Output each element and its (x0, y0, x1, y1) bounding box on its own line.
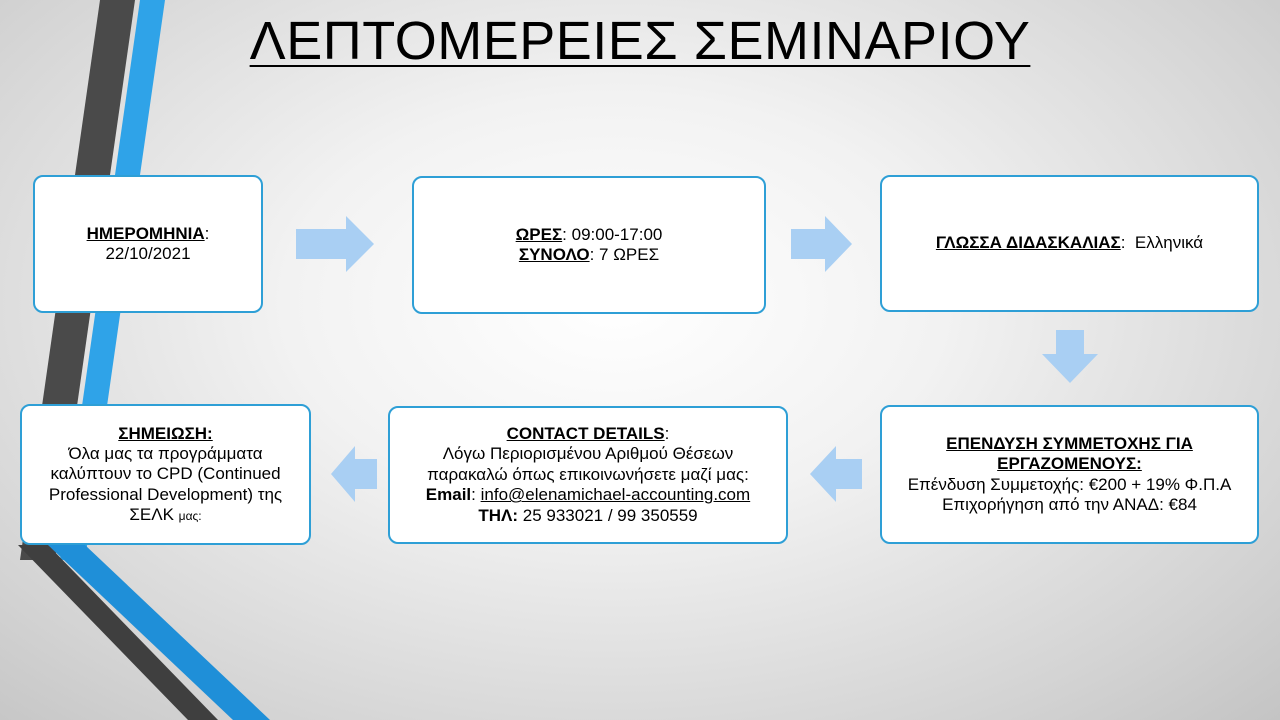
date-value: 22/10/2021 (105, 244, 191, 263)
language-value: Ελληνικά (1134, 233, 1204, 253)
email-label: Email (425, 485, 472, 505)
note-box (20, 404, 311, 545)
email-link[interactable]: info@elenamichael-accounting.com (480, 485, 751, 505)
note-label: ΣΗΜΕΙΩΣΗ: (118, 423, 213, 443)
contact-box: CONTACT DETAILS: Λόγω Περιορισμένου Αριθμού Θέσεων παρακαλώ όπως επικοινωνήσετε μαζί μας: Email: info@elenamichael-accounting.com ΤΗΛ: 25 933021 / 99 350559 (388, 406, 788, 544)
date-box: ΗΜΕΡΟΜΗΝΙΑ: 22/10/2021 (33, 175, 263, 313)
phone-label: ΤΗΛ: (478, 505, 519, 525)
blue-stripe-bottom (48, 545, 270, 720)
arrow-right-icon (296, 216, 376, 272)
note-line-1: Όλα μας τα προγράμματα (68, 443, 263, 463)
contact-line-1: Λόγω Περιορισμένου Αριθμού Θέσεων (442, 444, 734, 464)
note-line-4-small: μας: (178, 509, 202, 524)
fee-line-2: Επιχορήγηση από την ΑΝΑΔ: €84 (942, 494, 1197, 514)
fee-label: ΕΠΕΝΔΥΣΗ ΣΥΜΜΕΤΟΧΗΣ ΓΙΑ ΕΡΓΑΖΟΜΕΝΟΥΣ: (946, 433, 1193, 474)
hours-label: ΩΡΕΣ (515, 224, 563, 244)
hours-value: 09:00-17:00 (571, 224, 663, 244)
dark-stripe-bottom (18, 545, 218, 720)
contact-label: CONTACT DETAILS (506, 424, 665, 444)
total-label: ΣΥΝΟΛΟ (518, 245, 590, 264)
page-title: ΛΕΠΤΟΜΕΡΕΙΕΣ ΣΕΜΙΝΑΡΙΟΥ (249, 11, 1031, 71)
note-line-3: Professional Development) της (48, 484, 283, 504)
total-value: 7 ΩΡΕΣ (599, 245, 660, 264)
fee-line-1: Επένδυση Συμμετοχής: €200 + 19% Φ.Π.Α (907, 474, 1232, 494)
language-box: ΓΛΩΣΣΑ ΔΙΔΑΣΚΑΛΙΑΣ: Ελληνικά (880, 175, 1259, 312)
arrow-left-icon (810, 446, 862, 502)
note-line-4: ΣΕΛΚ (129, 505, 174, 525)
arrow-down-icon (1042, 330, 1098, 384)
date-label: ΗΜΕΡΟΜΗΝΙΑ (86, 223, 205, 243)
fee-box (880, 405, 1259, 544)
language-label: ΓΛΩΣΣΑ ΔΙΔΑΣΚΑΛΙΑΣ (935, 233, 1121, 253)
contact-line-2: παρακαλώ όπως επικοινωνήσετε μαζί μας: (427, 464, 749, 484)
arrow-left-icon (331, 446, 377, 502)
note-line-2: καλύπτουν το CPD (Continued (50, 464, 281, 484)
hours-box: ΩΡΕΣ: 09:00-17:00 ΣΥΝΟΛΟ: 7 ΩΡΕΣ (412, 176, 766, 314)
arrow-right-icon (791, 216, 853, 272)
phone-value: 25 933021 / 99 350559 (522, 505, 698, 525)
